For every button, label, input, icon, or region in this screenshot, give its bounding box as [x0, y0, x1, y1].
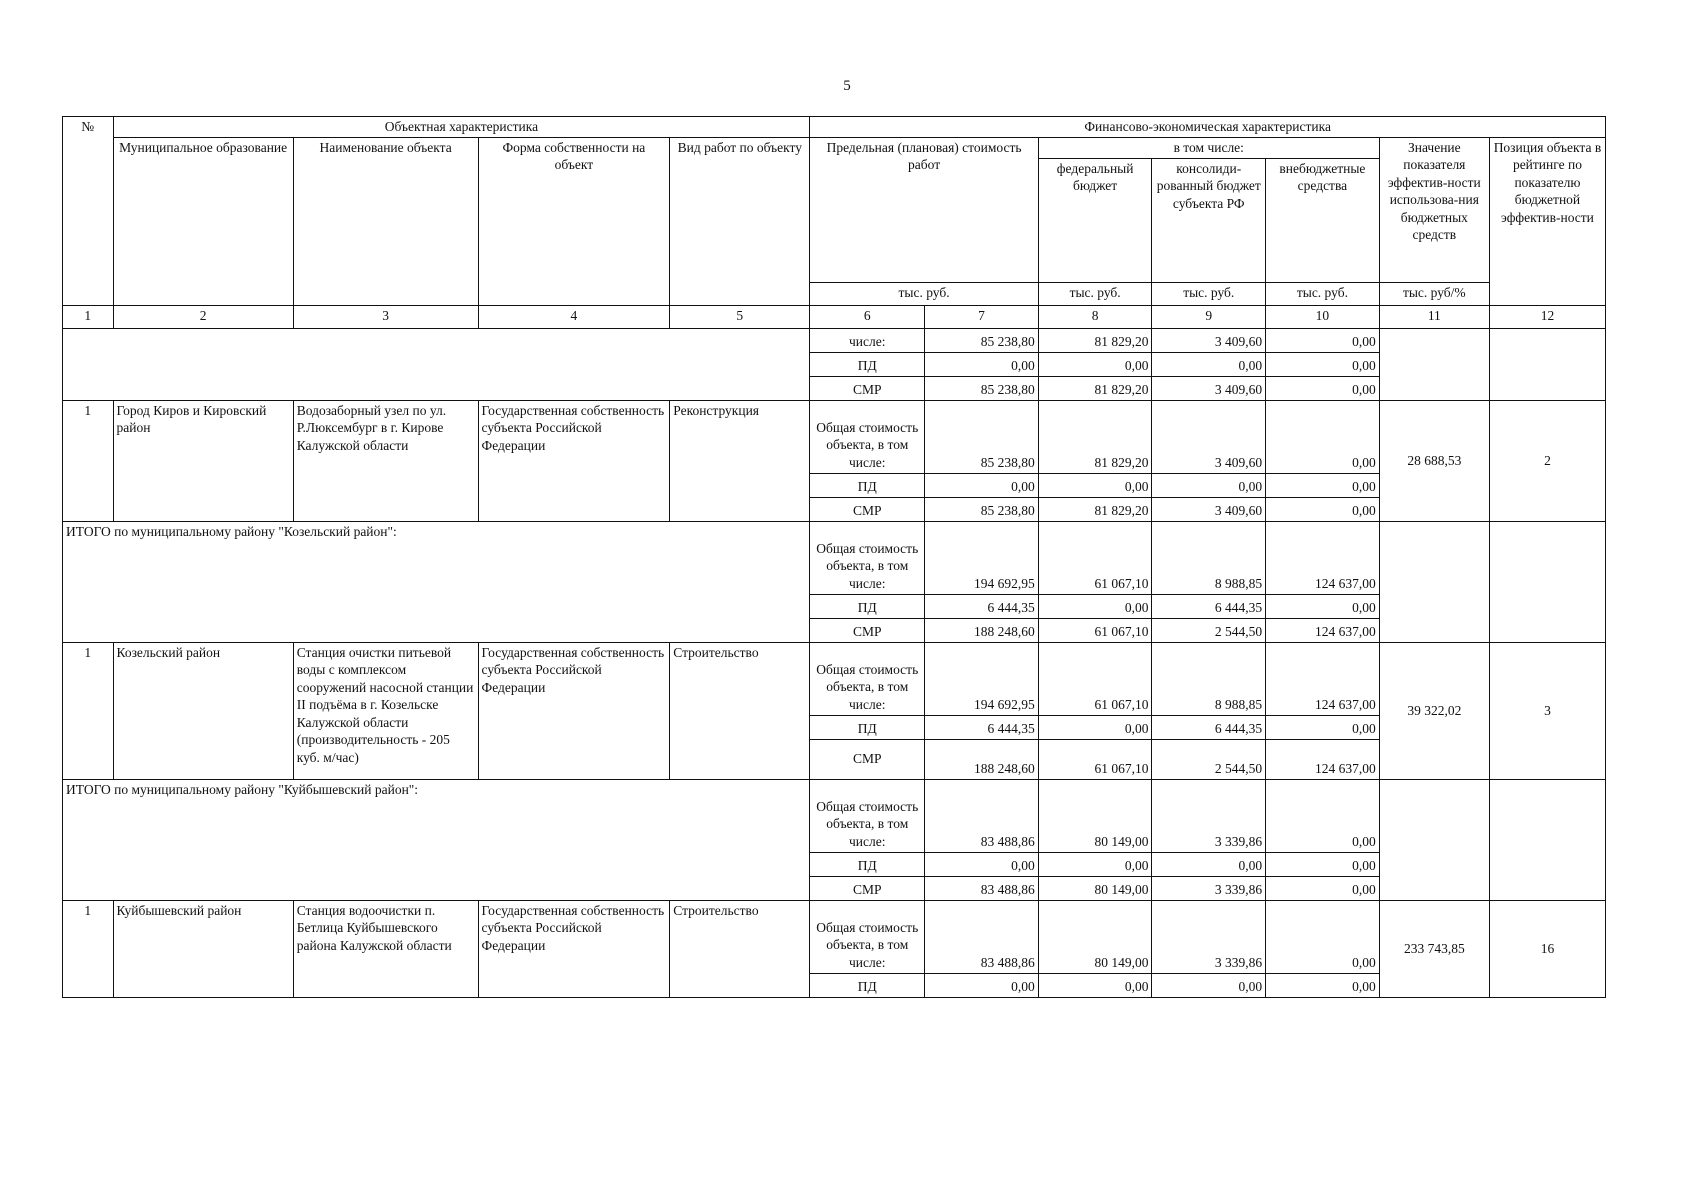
ownership-cell: Государственная собственность субъекта Российской Федерации — [478, 400, 670, 521]
cell-cost: 83 488,86 — [925, 876, 1039, 900]
cell-offbudget: 124 637,00 — [1266, 739, 1380, 779]
header-col-limit-cost: Предельная (плановая) стоимость работ — [810, 137, 1038, 282]
col-number: 4 — [478, 305, 670, 328]
work-type-cell: Строительство — [670, 642, 810, 779]
label-total-cost: Общая стоимость объекта, в том числе: — [810, 900, 925, 973]
header-in-total: в том числе: — [1038, 137, 1379, 158]
cell-offbudget: 0,00 — [1266, 328, 1380, 352]
municipality-cell: Город Киров и Кировский район — [113, 400, 293, 521]
header-group-object: Объектная характеристика — [113, 117, 810, 138]
cell-cost: 0,00 — [925, 852, 1039, 876]
unit-efficiency: тыс. руб/% — [1379, 282, 1489, 305]
cell-federal: 80 149,00 — [1038, 779, 1152, 852]
label-smr: СМР — [810, 876, 925, 900]
cell-consolidated: 8 988,85 — [1152, 642, 1266, 715]
rating-cell: 3 — [1489, 642, 1605, 779]
label-pd: ПД — [810, 473, 925, 497]
column-numbers-row — [63, 305, 1606, 328]
rating-cell: 2 — [1489, 400, 1605, 521]
cell-cost: 85 238,80 — [925, 328, 1039, 352]
label-in-total: числе: — [810, 328, 925, 352]
financial-table — [62, 116, 1606, 998]
unit-federal: тыс. руб. — [1038, 282, 1152, 305]
cell-federal: 61 067,10 — [1038, 739, 1152, 779]
total-efficiency-blank — [1379, 779, 1489, 900]
cell-cost: 188 248,60 — [925, 618, 1039, 642]
efficiency-cell: 39 322,02 — [1379, 642, 1489, 779]
col-number: 3 — [293, 305, 478, 328]
object-name-cell: Станция водоочистки п. Бетлица Куйбышевского района Калужской области — [293, 900, 478, 997]
ownership-cell: Государственная собственность субъекта Российской Федерации — [478, 642, 670, 779]
cell-consolidated: 0,00 — [1152, 973, 1266, 997]
cell-consolidated: 3 409,60 — [1152, 328, 1266, 352]
header-col-consolidated: консолиди-рованный бюджет субъекта РФ — [1152, 158, 1266, 282]
cell-federal: 0,00 — [1038, 973, 1152, 997]
total-rating-blank — [1489, 779, 1605, 900]
cell-consolidated: 2 544,50 — [1152, 618, 1266, 642]
cell-federal: 81 829,20 — [1038, 497, 1152, 521]
cell-consolidated: 0,00 — [1152, 852, 1266, 876]
header-row-2 — [63, 137, 1606, 158]
cell-cost: 194 692,95 — [925, 642, 1039, 715]
continuation-rating — [1489, 328, 1605, 400]
work-type-cell: Строительство — [670, 900, 810, 997]
cell-offbudget: 0,00 — [1266, 352, 1380, 376]
cell-federal: 81 829,20 — [1038, 328, 1152, 352]
total-efficiency-blank — [1379, 521, 1489, 642]
unit-cost: тыс. руб. — [810, 282, 1038, 305]
cell-consolidated: 3 339,86 — [1152, 876, 1266, 900]
cell-consolidated: 3 409,60 — [1152, 400, 1266, 473]
cell-offbudget: 0,00 — [1266, 900, 1380, 973]
col-number: 10 — [1266, 305, 1380, 328]
label-smr: СМР — [810, 739, 925, 779]
cell-offbudget: 0,00 — [1266, 594, 1380, 618]
kirov-total-row — [63, 400, 1606, 473]
cell-offbudget: 0,00 — [1266, 876, 1380, 900]
cell-cost: 194 692,95 — [925, 521, 1039, 594]
total-kuib-label: ИТОГО по муниципальному району "Куйбышевский район": — [63, 779, 810, 900]
cell-consolidated: 3 339,86 — [1152, 900, 1266, 973]
label-total-cost: Общая стоимость объекта, в том числе: — [810, 521, 925, 594]
label-smr: СМР — [810, 618, 925, 642]
cell-consolidated: 6 444,35 — [1152, 594, 1266, 618]
cell-offbudget: 124 637,00 — [1266, 642, 1380, 715]
cell-consolidated: 2 544,50 — [1152, 739, 1266, 779]
col-number: 9 — [1152, 305, 1266, 328]
cell-cost: 0,00 — [925, 352, 1039, 376]
cell-offbudget: 0,00 — [1266, 400, 1380, 473]
cell-consolidated: 3 409,60 — [1152, 376, 1266, 400]
col-number: 11 — [1379, 305, 1489, 328]
row-number: 1 — [63, 642, 114, 779]
continuation-blank — [63, 328, 810, 400]
cell-cost: 6 444,35 — [925, 715, 1039, 739]
cell-cost: 83 488,86 — [925, 779, 1039, 852]
cell-consolidated: 3 339,86 — [1152, 779, 1266, 852]
cell-cost: 6 444,35 — [925, 594, 1039, 618]
label-pd: ПД — [810, 852, 925, 876]
cell-offbudget: 0,00 — [1266, 852, 1380, 876]
cell-federal: 0,00 — [1038, 473, 1152, 497]
cell-consolidated: 0,00 — [1152, 473, 1266, 497]
municipality-cell: Козельский район — [113, 642, 293, 779]
header-col-municipality: Муниципальное образование — [113, 137, 293, 305]
municipality-cell: Куйбышевский район — [113, 900, 293, 997]
page-number: 5 — [843, 78, 851, 94]
unit-consolidated: тыс. руб. — [1152, 282, 1266, 305]
label-smr: СМР — [810, 376, 925, 400]
cell-offbudget: 0,00 — [1266, 715, 1380, 739]
cell-federal: 80 149,00 — [1038, 876, 1152, 900]
row-number: 1 — [63, 900, 114, 997]
kozelsk-object-total-row — [63, 642, 1606, 715]
cell-federal: 0,00 — [1038, 715, 1152, 739]
cell-cost: 83 488,86 — [925, 900, 1039, 973]
cell-cost: 85 238,80 — [925, 497, 1039, 521]
cell-federal: 61 067,10 — [1038, 521, 1152, 594]
row-number: 1 — [63, 400, 114, 521]
cell-federal: 0,00 — [1038, 352, 1152, 376]
efficiency-cell: 28 688,53 — [1379, 400, 1489, 521]
continuation-efficiency — [1379, 328, 1489, 400]
kuib-object-total-row — [63, 900, 1606, 973]
cell-cost: 85 238,80 — [925, 400, 1039, 473]
cell-federal: 81 829,20 — [1038, 376, 1152, 400]
cell-offbudget: 0,00 — [1266, 376, 1380, 400]
cell-federal: 81 829,20 — [1038, 400, 1152, 473]
cell-federal: 61 067,10 — [1038, 618, 1152, 642]
cell-offbudget: 124 637,00 — [1266, 618, 1380, 642]
cell-cost: 0,00 — [925, 473, 1039, 497]
cell-offbudget: 0,00 — [1266, 497, 1380, 521]
header-col-no: № — [63, 117, 114, 306]
header-group-row — [63, 117, 1606, 138]
rating-cell: 16 — [1489, 900, 1605, 997]
cell-consolidated: 0,00 — [1152, 352, 1266, 376]
label-total-cost: Общая стоимость объекта, в том числе: — [810, 642, 925, 715]
unit-offbudget: тыс. руб. — [1266, 282, 1380, 305]
work-type-cell: Реконструкция — [670, 400, 810, 521]
cell-consolidated: 3 409,60 — [1152, 497, 1266, 521]
label-pd: ПД — [810, 715, 925, 739]
col-number: 6 — [810, 305, 925, 328]
cell-offbudget: 0,00 — [1266, 779, 1380, 852]
label-smr: СМР — [810, 497, 925, 521]
label-pd: ПД — [810, 594, 925, 618]
total-kozelsk-label: ИТОГО по муниципальному району "Козельский район": — [63, 521, 810, 642]
cell-offbudget: 0,00 — [1266, 973, 1380, 997]
object-name-cell: Водозаборный узел по ул. Р.Люксембург в г. Кирове Калужской области — [293, 400, 478, 521]
cell-cost: 188 248,60 — [925, 739, 1039, 779]
header-col-work-type: Вид работ по объекту — [670, 137, 810, 305]
cell-federal: 61 067,10 — [1038, 642, 1152, 715]
label-pd: ПД — [810, 352, 925, 376]
cell-cost: 85 238,80 — [925, 376, 1039, 400]
header-col-efficiency: Значение показателя эффектив-ности использова-ния бюджетных средств — [1379, 137, 1489, 282]
cell-offbudget: 0,00 — [1266, 473, 1380, 497]
col-number: 1 — [63, 305, 114, 328]
header-col-rating: Позиция объекта в рейтинге по показателю бюджетной эффектив-ности — [1489, 137, 1605, 305]
cell-federal: 80 149,00 — [1038, 900, 1152, 973]
col-number: 2 — [113, 305, 293, 328]
cell-consolidated: 8 988,85 — [1152, 521, 1266, 594]
col-number: 5 — [670, 305, 810, 328]
cell-consolidated: 6 444,35 — [1152, 715, 1266, 739]
header-col-object-name: Наименование объекта — [293, 137, 478, 305]
header-col-offbudget: внебюджетные средства — [1266, 158, 1380, 282]
header-group-finance: Финансово-экономическая характеристика — [810, 117, 1606, 138]
label-pd: ПД — [810, 973, 925, 997]
kozelsk-total-summary-row — [63, 521, 1606, 594]
label-total-cost: Общая стоимость объекта, в том числе: — [810, 779, 925, 852]
cell-cost: 0,00 — [925, 973, 1039, 997]
cell-offbudget: 124 637,00 — [1266, 521, 1380, 594]
col-number: 12 — [1489, 305, 1605, 328]
cell-federal: 0,00 — [1038, 852, 1152, 876]
header-col-federal: федеральный бюджет — [1038, 158, 1152, 282]
total-rating-blank — [1489, 521, 1605, 642]
efficiency-cell: 233 743,85 — [1379, 900, 1489, 997]
label-total-cost: Общая стоимость объекта, в том числе: — [810, 400, 925, 473]
col-number: 8 — [1038, 305, 1152, 328]
object-name-cell: Станция очистки питьевой воды с комплексом сооружений насосной станции II подъёма в г. Козельске Калужской области (производительность - 205 куб. м/час) — [293, 642, 478, 779]
header-col-ownership: Форма собственности на объект — [478, 137, 670, 305]
kuib-total-summary-row — [63, 779, 1606, 852]
continuation-total-row — [63, 328, 1606, 352]
cell-federal: 0,00 — [1038, 594, 1152, 618]
col-number: 7 — [925, 305, 1039, 328]
ownership-cell: Государственная собственность субъекта Российской Федерации — [478, 900, 670, 997]
